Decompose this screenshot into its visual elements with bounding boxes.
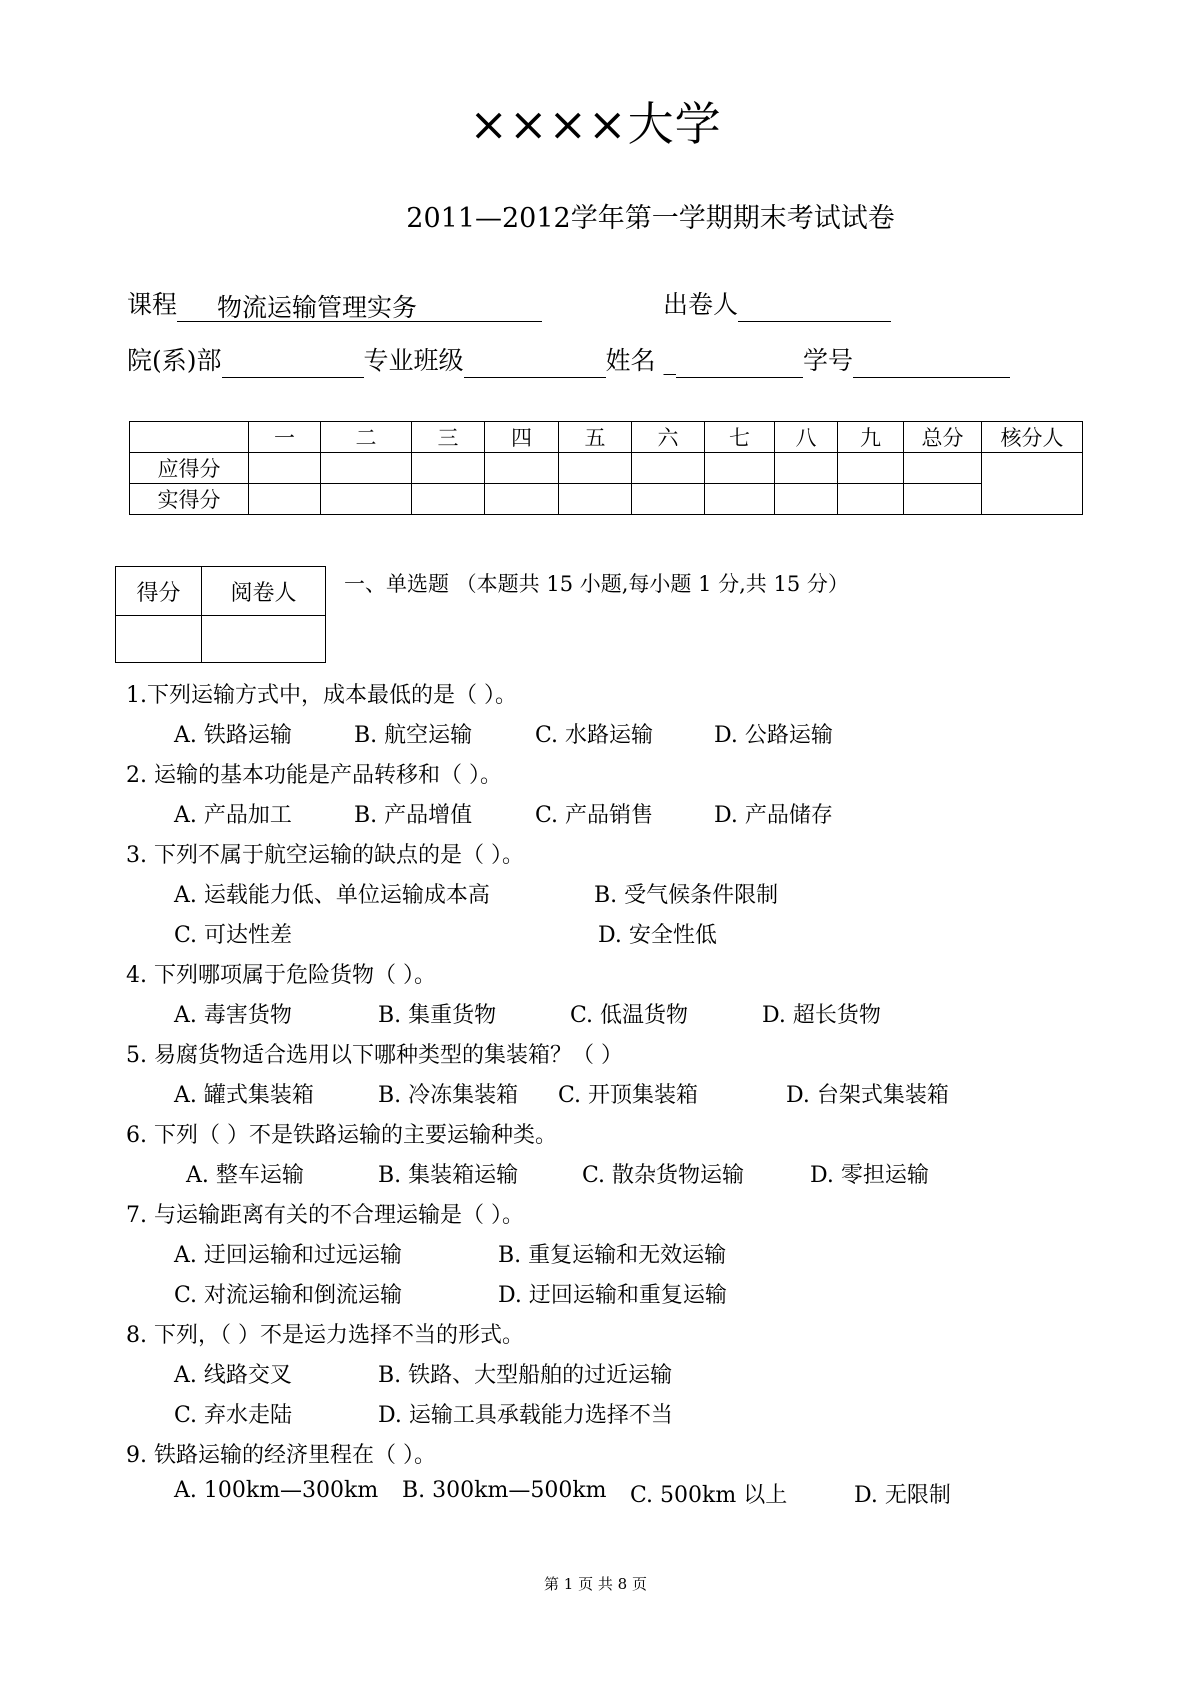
question-stem: 6. 下列（ ）不是铁路运输的主要运输种类。 [126, 1123, 557, 1148]
option: B. 300km—500km [402, 1478, 607, 1503]
question-stem: 8. 下列，（ ）不是运力选择不当的形式。 [126, 1323, 524, 1348]
option: B. 铁路、大型船舶的过近运输 [378, 1363, 673, 1388]
option: B. 航空运输 [354, 723, 473, 748]
option: C. 低温货物 [570, 1003, 689, 1028]
score-cell[interactable] [249, 453, 321, 484]
section-title: 一、单选题 （本题共 15 小题,每小题 1 分,共 15 分） [344, 572, 849, 596]
score-cell[interactable] [632, 484, 705, 515]
score-cell[interactable] [412, 453, 485, 484]
question-stem: 9. 铁路运输的经济里程在（ ）。 [126, 1443, 436, 1468]
option: A. 运载能力低、单位运输成本高 [174, 883, 490, 908]
option: D. 产品储存 [714, 803, 833, 828]
checker-cell[interactable] [982, 453, 1083, 515]
option: B. 集装箱运输 [378, 1163, 519, 1188]
score-cell[interactable] [321, 484, 412, 515]
score-col-header: 九 [838, 422, 904, 453]
option: D. 无限制 [854, 1483, 951, 1508]
dept-field [222, 347, 364, 378]
option: B. 集重货物 [378, 1003, 497, 1028]
grader-reviewer-label: 阅卷人 [202, 567, 326, 616]
score-col-header: 一 [249, 422, 321, 453]
dept-label: 院(系)部 [127, 346, 222, 375]
grader-box [115, 566, 326, 663]
option: A. 整车运输 [186, 1163, 304, 1188]
score-row-expected [130, 453, 1083, 484]
score-table-header [130, 422, 1083, 453]
score-row-actual [130, 484, 1083, 515]
question-stem: 2. 运输的基本功能是产品转移和（ ）。 [126, 763, 502, 788]
score-cell[interactable] [412, 484, 485, 515]
author-field [738, 291, 891, 322]
option: A. 毒害货物 [174, 1003, 292, 1028]
option: D. 迂回运输和重复运输 [498, 1283, 727, 1308]
score-row-label: 应得分 [130, 453, 249, 484]
score-cell[interactable] [485, 453, 559, 484]
course-label: 课程 [127, 290, 178, 319]
option: C. 开顶集装箱 [558, 1083, 699, 1108]
course-value: 物流运输管理实务 [217, 293, 418, 322]
score-cell[interactable] [705, 453, 775, 484]
grader-score-cell[interactable] [116, 616, 202, 663]
question-stem: 3. 下列不属于航空运输的缺点的是（ ）。 [126, 843, 524, 868]
option: D. 超长货物 [762, 1003, 881, 1028]
score-col-header: 六 [632, 422, 705, 453]
exam-title: 2011—2012学年第一学期期末考试试卷 [406, 203, 895, 234]
score-cell[interactable] [485, 484, 559, 515]
id-label: 学号 [802, 346, 853, 375]
score-cell[interactable] [249, 484, 321, 515]
class-field [464, 347, 606, 378]
option: A. 产品加工 [174, 803, 292, 828]
score-cell[interactable] [559, 453, 632, 484]
score-cell[interactable] [904, 484, 982, 515]
name-field [676, 347, 803, 378]
option: C. 水路运输 [535, 723, 654, 748]
option: C. 对流运输和倒流运输 [174, 1283, 403, 1308]
score-cell[interactable] [775, 484, 838, 515]
option: C. 弃水走陆 [174, 1403, 293, 1428]
score-cell[interactable] [321, 453, 412, 484]
option: C. 散杂货物运输 [582, 1163, 745, 1188]
option: A. 铁路运输 [174, 723, 292, 748]
class-label: 专业班级 [363, 346, 464, 375]
score-cell[interactable] [838, 453, 904, 484]
course-row [127, 288, 542, 322]
score-col-header: 四 [485, 422, 559, 453]
score-col-header: 五 [559, 422, 632, 453]
score-col-header: 二 [321, 422, 412, 453]
score-table-corner [130, 422, 249, 453]
option: B. 产品增值 [354, 803, 473, 828]
score-col-header: 七 [705, 422, 775, 453]
option: B. 重复运输和无效运输 [498, 1243, 727, 1268]
score-cell[interactable] [559, 484, 632, 515]
id-field [853, 347, 1010, 378]
score-row-label: 实得分 [130, 484, 249, 515]
option: D. 零担运输 [810, 1163, 929, 1188]
option: B. 受气候条件限制 [594, 883, 779, 908]
score-col-header: 八 [775, 422, 838, 453]
question-stem: 5. 易腐货物适合选用以下哪种类型的集装箱？（ ） [126, 1043, 623, 1068]
score-cell[interactable] [632, 453, 705, 484]
option: A. 罐式集装箱 [174, 1083, 314, 1108]
author-label: 出卷人 [663, 290, 739, 319]
grader-score-label: 得分 [116, 567, 202, 616]
page-footer: 第 1 页 共 8 页 [544, 1575, 647, 1593]
score-cell[interactable] [775, 453, 838, 484]
option: D. 安全性低 [598, 923, 717, 948]
option: D. 运输工具承载能力选择不当 [378, 1403, 673, 1428]
option: D. 公路运输 [714, 723, 833, 748]
option: A. 迂回运输和过远运输 [174, 1243, 402, 1268]
option: A. 100km—300km [174, 1478, 379, 1503]
score-col-header: 三 [412, 422, 485, 453]
score-cell[interactable] [838, 484, 904, 515]
score-cell[interactable] [904, 453, 982, 484]
option: A. 线路交叉 [174, 1363, 292, 1388]
question-stem: 4. 下列哪项属于危险货物（ ）。 [126, 963, 436, 988]
option: C. 产品销售 [535, 803, 654, 828]
question-stem: 7. 与运输距离有关的不合理运输是（ ）。 [126, 1203, 524, 1228]
score-col-header: 核分人 [982, 422, 1083, 453]
option: C. 可达性差 [174, 923, 293, 948]
author-row [663, 288, 891, 322]
student-info-row [127, 344, 1010, 378]
score-table [129, 421, 1083, 515]
score-cell[interactable] [705, 484, 775, 515]
score-col-header: 总分 [904, 422, 982, 453]
question-stem: 1.下列运输方式中，成本最低的是（ ）。 [126, 683, 517, 708]
option: B. 冷冻集装箱 [378, 1083, 519, 1108]
grader-reviewer-cell[interactable] [202, 616, 326, 663]
name-label: 姓名 _ [605, 346, 676, 375]
option: C. 500km 以上 [630, 1483, 788, 1508]
course-field [177, 291, 542, 322]
option: D. 台架式集装箱 [786, 1083, 949, 1108]
university-title: ××××大学 [469, 97, 722, 151]
